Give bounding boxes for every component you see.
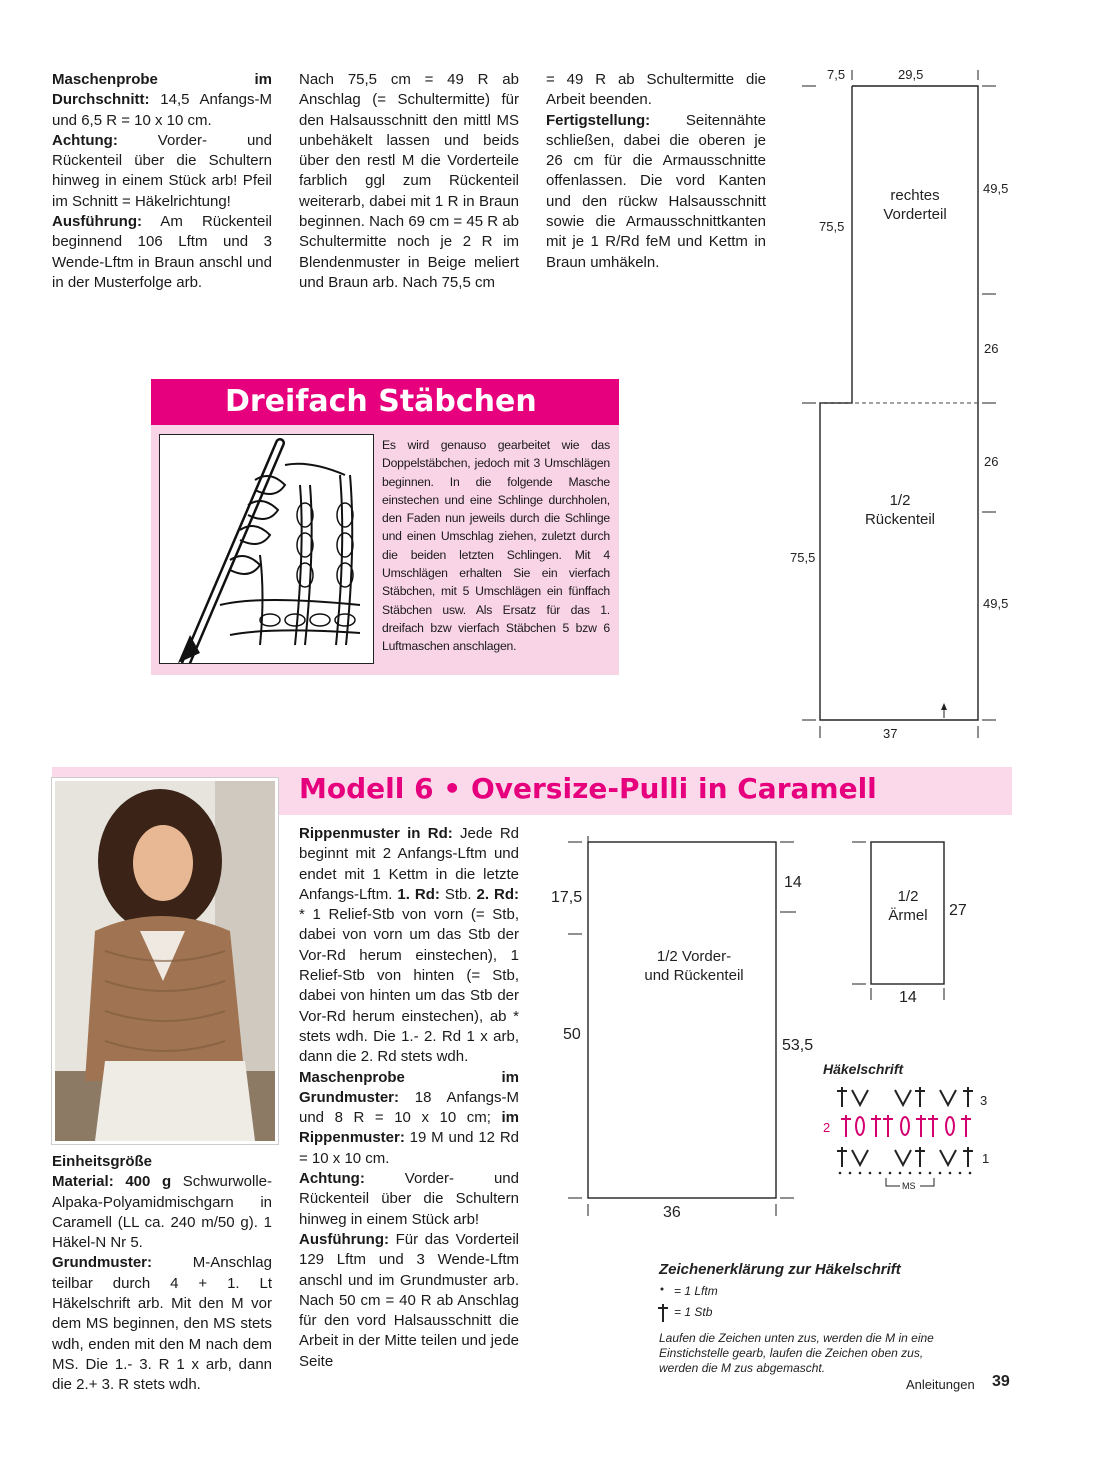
paragraph: Achtung: Vorder- und Rückenteil über die Schultern hinweg in einem Stück arb! [299, 1170, 519, 1228]
technique-text: Es wird genauso gearbeitet wie das Doppelstäbchen, jedoch mit 3 Umschlägen beginnen. In die folgende Masche einstechen und eine Schlinge durchholen, den Faden nun jeweils durch die Schlinge und einen Umschlag ziehen, zuletzt durch die beiden letzten Schlingen. Mit 4 Umschlägen erhalten Sie ein vierfach Stäbchen, mit 5 Umschlägen ein fünffach Stäbchen usw. Als Ersatz für das 1. dreifach bzw vierfach Stäbchen 5 bzw 6 Luftmaschen anschlagen. [382, 438, 610, 654]
paragraph: Maschenprobe im Durchschnitt: 14,5 Anfangs-M und 6,5 R = 10 x 10 cm. [52, 71, 272, 129]
dim2-left-top: 17,5 [551, 889, 583, 906]
dim-right-2: 26 [984, 341, 999, 356]
paragraph: Achtung: Vorder- und Rückenteil über die Schultern hinweg in einem Stück arb! Pfeil im Schnitt = Häkelrichtung! [52, 131, 272, 210]
footer-section: Anleitungen [906, 1377, 975, 1392]
dim-top-left: 7,5 [827, 67, 846, 82]
model-left-column [52, 1152, 272, 1396]
paragraph: Grundmuster: M-Anschlag teilbar durch 4 + 1. Lt Häkelschrift arb. Mit den M vor dem MS beginnen, den MS stets wdh, enden mit den M nach dem MS. Die 1.- 3. R 1 x arb, dann die 2.+ 3. R stets wdh. [52, 1254, 272, 1394]
legend-item-chain: = 1 Lftm [674, 1284, 718, 1298]
chart-row-label-1: 1 [982, 1151, 990, 1166]
dim-top-right: 29,5 [898, 67, 924, 82]
dim-right-1: 49,5 [983, 181, 1009, 196]
technique-title: Dreifach Stäbchen [151, 379, 619, 425]
paragraph: Ausführung: Für das Vorderteil 129 Lftm und 3 Wende-Lftm anschl und im Grundmuster arb. Nach 50 cm = 40 R ab Anschlag für den vord Halsausschnitt die Arbeit in der Mitte teilen und jede Seite [299, 1230, 519, 1370]
model-title: Modell 6 • Oversize-Pulli in Caramell [299, 772, 877, 805]
back-piece-label: 1/2 Rückenteil [864, 492, 936, 528]
legend-title: Zeichenerklärung zur Häkelschrift [659, 1261, 901, 1278]
technique-illustration [159, 434, 374, 664]
dim-bottom: 37 [883, 726, 898, 741]
sleeve-piece-label: 1/2 Ärmel [888, 888, 928, 924]
model-photo [52, 778, 278, 1144]
dim2-left-bottom: 50 [563, 1026, 581, 1043]
paragraph: = 49 R ab Schultermitte die Arbeit beenden. [546, 71, 766, 109]
paragraph: Rippenmuster in Rd: Jede Rd beginnt mit 2 Anfangs-Lftm und endet mit 1 Kettm in die letzte Anfangs-Lftm. 1. Rd: Stb. 2. Rd: * 1 Relief-Stb von vorn (= Stb, dabei von vorn um das Stb der Vor-Rd herum einstechen), 1 Relief-Stb von hinten (= Stb, dabei von hinten um das Stb der Vor-Rd herum einstechen), ab * stets wdh. Die 1.- 2. Rd 1 x arb, dann die 2. Rd stets wdh. [299, 825, 519, 1066]
dim-left-lower: 75,5 [790, 550, 816, 565]
page-number: 39 [992, 1373, 1010, 1390]
text-column-2 [299, 70, 519, 293]
legend-item-stb: = 1 Stb [674, 1305, 713, 1319]
chart-row-label-3: 3 [980, 1093, 988, 1108]
chart-row-label-2: 2 [823, 1120, 831, 1135]
dim2-sleeve-right: 27 [949, 902, 967, 919]
paragraph: Fertigstellung: Seitennähte schließen, dabei die oberen je 26 cm für die Armausschnitte offenlassen. Die vord Kanten und den rückw Halsausschnitt sowie die Armausschnittkanten mit je 1 R/Rd feM und Kettm in Braun umhäkeln. [546, 111, 766, 271]
dim-left-upper: 75,5 [819, 219, 845, 234]
body-piece-label: 1/2 Vorder- und Rückenteil [644, 948, 744, 984]
text-column-1 [52, 70, 272, 293]
model-mid-column [299, 824, 519, 1372]
dim-right-4: 49,5 [983, 596, 1009, 611]
dim2-bottom: 36 [663, 1204, 681, 1221]
chart-title: Häkelschrift [823, 1061, 904, 1077]
dim2-sleeve-bottom: 14 [899, 989, 917, 1006]
chart-repeat-label: MS [902, 1181, 916, 1191]
dim-right-3: 26 [984, 454, 999, 469]
paragraph: Nach 75,5 cm = 49 R ab Anschlag (= Schultermitte) für den Halsausschnitt den mittl MS unbehäkelt lassen und beids über den restl M die Vorderteile farblich ggl zum Rückenteil weiterarb, dabei mit 1 R in Braun beginnen. Nach 69 cm = 45 R ab Schultermitte noch je 2 R im Blendenmuster in Beige meliert und Braun arb. Nach 75,5 cm [299, 71, 519, 291]
front-piece-label: rechtes Vorderteil [883, 187, 947, 223]
paragraph: Maschenprobe im Grundmuster: 18 Anfangs-M und 8 R = 10 x 10 cm; im Rippenmuster: 19 M und 12 Rd = 10 x 10 cm. [299, 1068, 519, 1167]
text-column-3 [546, 70, 766, 273]
paragraph: Ausführung: Am Rückenteil beginnend 106 Lftm und 3 Wende-Lftm in Braun anschl und in der Musterfolge arb. [52, 213, 272, 291]
dim2-right-bottom: 53,5 [782, 1037, 814, 1054]
legend-note: Laufen die Zeichen unten zus, werden die M in eine Einstichstelle gearb, laufen die Zeichen oben zus, werden die M zus abgemascht. [659, 1331, 934, 1375]
paragraph: Material: 400 g Schwurwolle-Alpaka-Polyamidmischgarn in Caramell (LL ca. 240 m/50 g). 1 Häkel-N Nr 5. [52, 1173, 272, 1252]
paragraph: Einheitsgröße [52, 1153, 153, 1170]
dim2-right-top: 14 [784, 874, 802, 891]
